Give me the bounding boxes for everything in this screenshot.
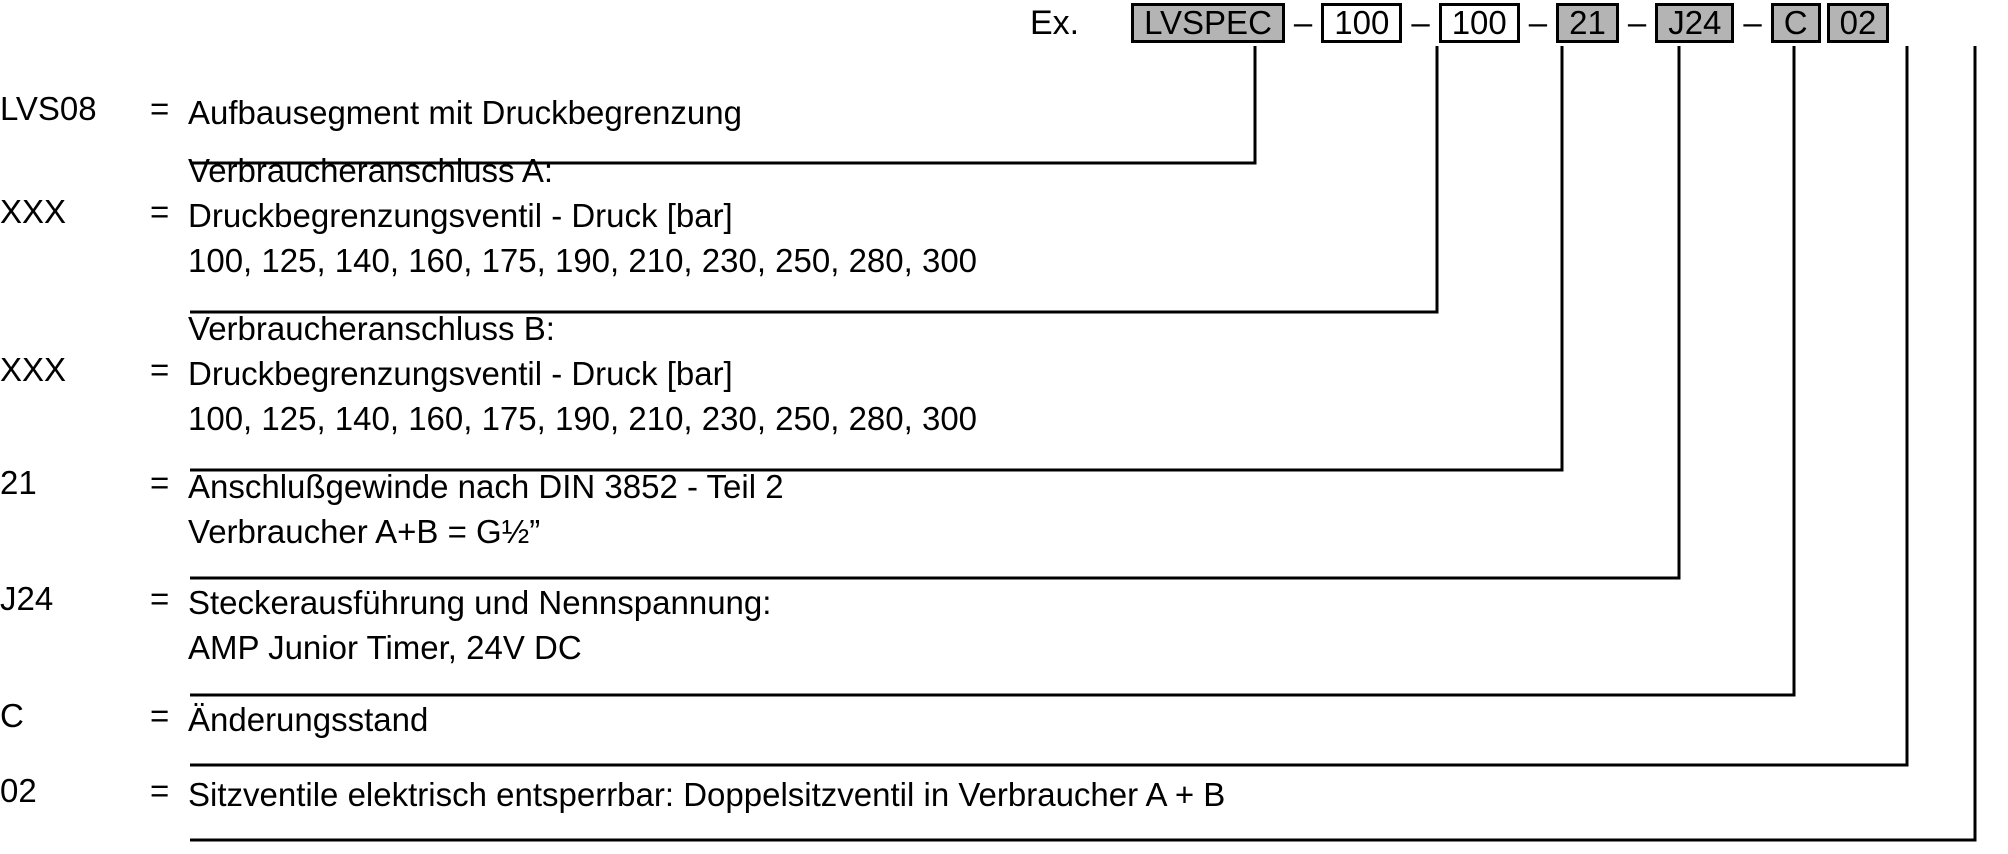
legend-line: Verbraucher A+B = G½” bbox=[188, 513, 541, 550]
legend-key: 21 bbox=[0, 464, 37, 501]
code-separator: – bbox=[1743, 4, 1762, 41]
legend-line: Anschlußgewinde nach DIN 3852 - Teil 2 bbox=[188, 468, 784, 505]
code-separator: – bbox=[1627, 4, 1647, 41]
code-segment-connector: J24 bbox=[1655, 3, 1734, 43]
code-segment-port-a-pressure: 100 bbox=[1321, 3, 1402, 43]
legend-row bbox=[0, 697, 428, 742]
code-separator: – bbox=[1293, 4, 1313, 41]
legend-line: Aufbausegment mit Druckbegrenzung bbox=[188, 94, 742, 131]
code-segment-thread: 21 bbox=[1556, 3, 1619, 43]
legend-row bbox=[0, 306, 977, 441]
legend-line: AMP Junior Timer, 24V DC bbox=[188, 629, 582, 666]
legend-line: Druckbegrenzungsventil - Druck [bar] bbox=[188, 197, 733, 234]
legend-key: J24 bbox=[0, 580, 54, 617]
legend-equals: = bbox=[150, 193, 170, 230]
code-segment-valve-option: 02 bbox=[1827, 3, 1890, 43]
legend-line: Sitzventile elektrisch entsperrbar: Doppelsitzventil in Verbraucher A + B bbox=[188, 776, 1226, 813]
legend-line: Verbraucheranschluss A: bbox=[188, 152, 554, 189]
legend-line: Druckbegrenzungsventil - Druck [bar] bbox=[188, 355, 733, 392]
legend-key: C bbox=[0, 697, 24, 734]
legend-key: XXX bbox=[0, 351, 67, 388]
legend-key: LVS08 bbox=[0, 90, 97, 127]
legend-line: 100, 125, 140, 160, 175, 190, 210, 230, 250, 280, 300 bbox=[188, 242, 978, 279]
legend-equals: = bbox=[150, 697, 170, 734]
code-segment-revision: C bbox=[1771, 3, 1821, 43]
legend-row bbox=[0, 90, 742, 135]
legend-line: Steckerausführung und Nennspannung: bbox=[188, 584, 772, 621]
legend-row bbox=[0, 464, 784, 554]
legend-row bbox=[0, 580, 771, 670]
legend-equals: = bbox=[150, 580, 170, 617]
legend-key: XXX bbox=[0, 193, 67, 230]
code-segment-port-b-pressure: 100 bbox=[1439, 3, 1520, 43]
legend-line: Änderungsstand bbox=[188, 701, 429, 738]
code-segment-model: LVSPEC bbox=[1131, 3, 1285, 43]
legend-row bbox=[0, 148, 977, 283]
legend-line: Verbraucheranschluss B: bbox=[188, 310, 555, 347]
code-separator: – bbox=[1411, 4, 1430, 41]
legend-equals: = bbox=[150, 464, 170, 501]
example-label: Ex. bbox=[1030, 3, 1080, 42]
legend-line: 100, 125, 140, 160, 175, 190, 210, 230, 250, 280, 300 bbox=[188, 400, 978, 437]
example-code-row bbox=[1030, 0, 1889, 46]
legend-key: 02 bbox=[0, 772, 37, 809]
legend-row bbox=[0, 772, 1225, 817]
legend-equals: = bbox=[150, 772, 170, 809]
legend-equals: = bbox=[150, 351, 170, 388]
legend-equals: = bbox=[150, 90, 170, 127]
code-separator: – bbox=[1528, 4, 1548, 41]
